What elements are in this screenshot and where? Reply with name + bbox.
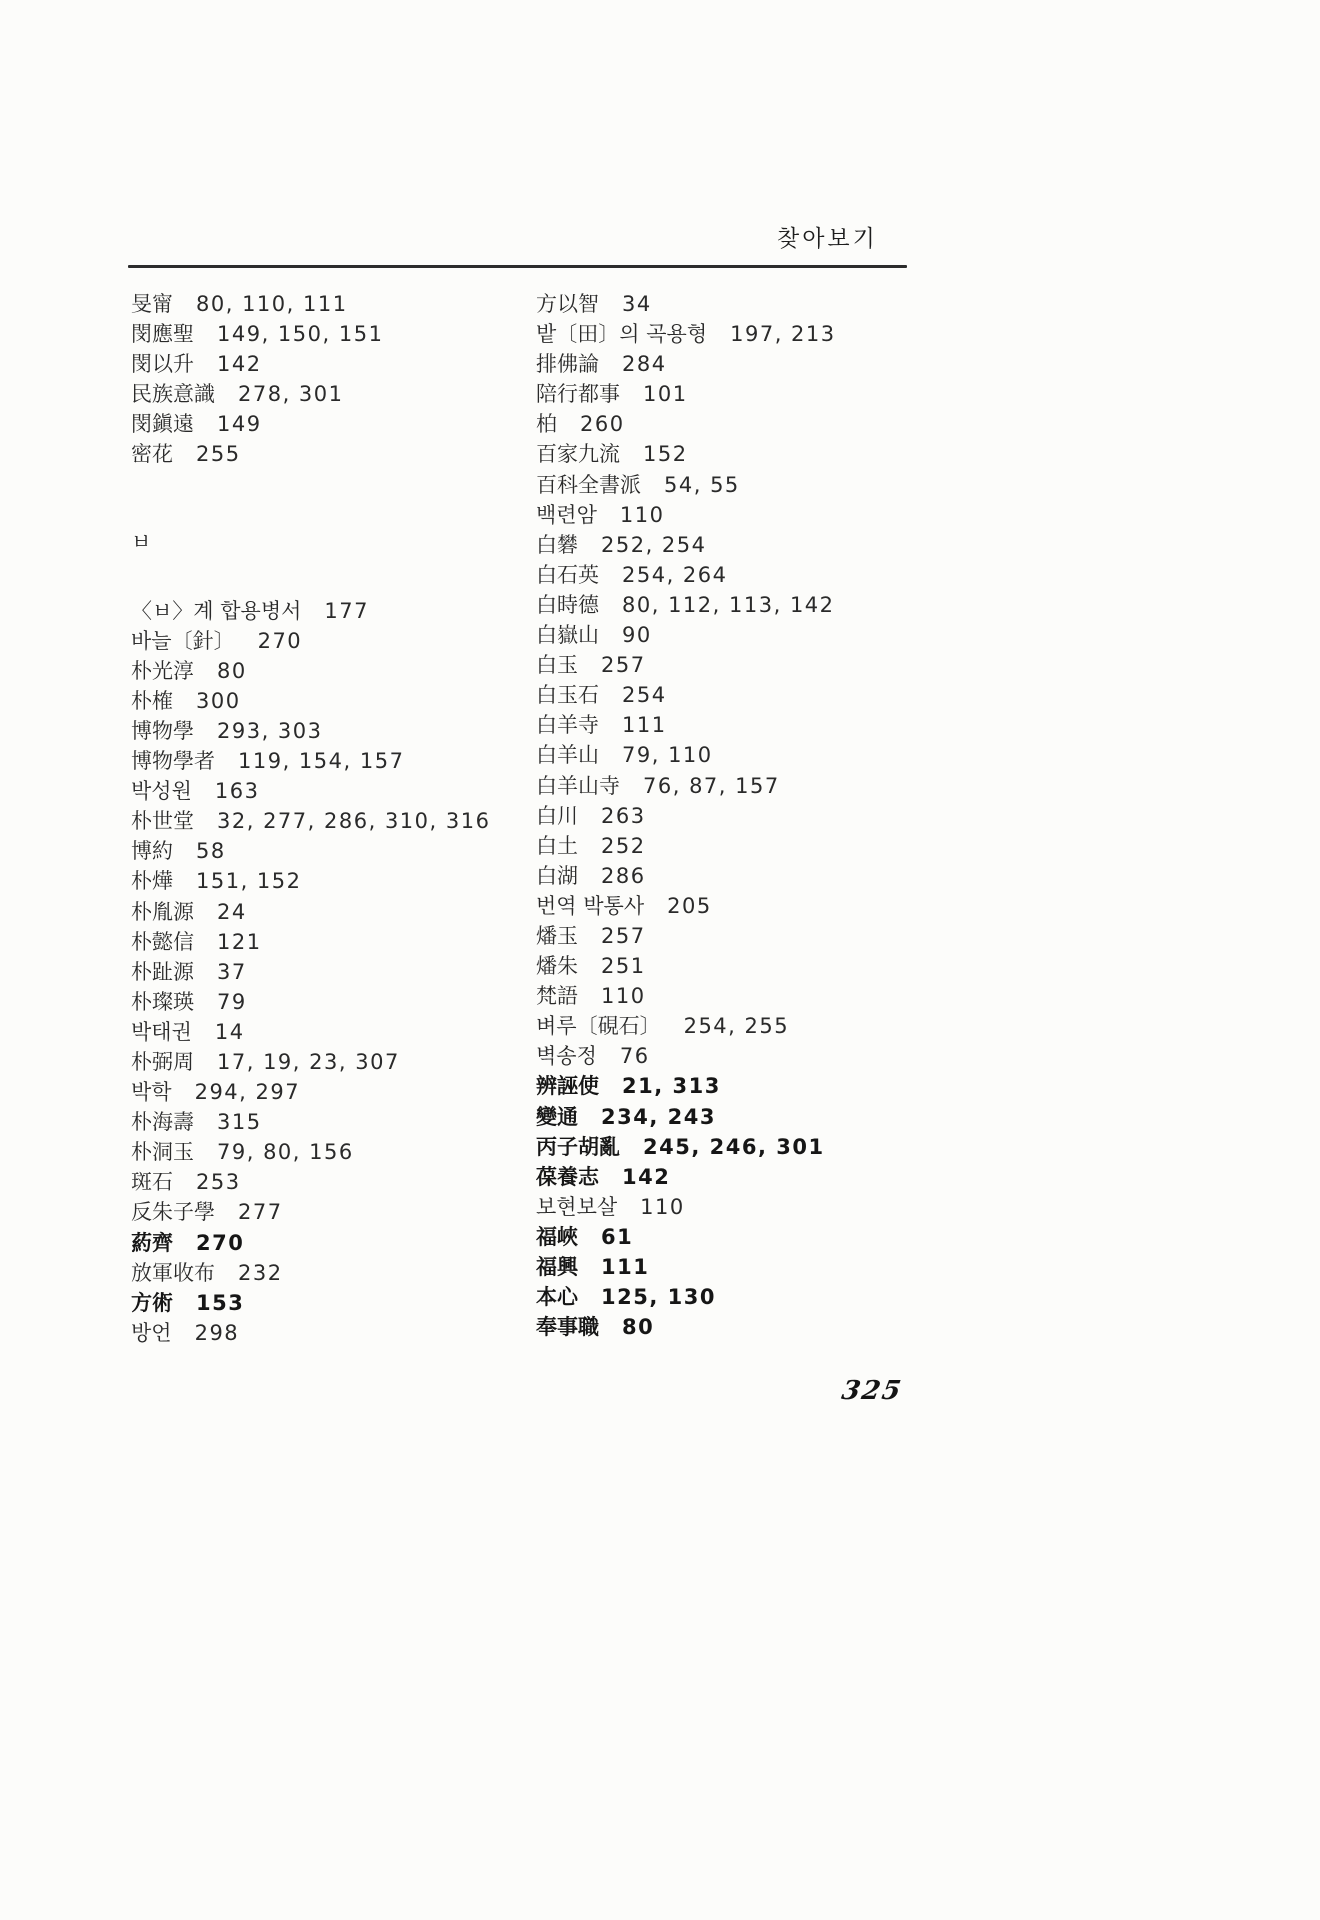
entry-page-numbers: 149 (217, 412, 262, 437)
index-entry (131, 409, 531, 439)
index-entry (536, 680, 936, 710)
entry-term: 朴海壽 (131, 1110, 194, 1135)
entry-page-numbers: 32, 277, 286, 310, 316 (217, 809, 491, 834)
index-entry (536, 1041, 936, 1071)
entry-term: 박학 (131, 1080, 172, 1105)
entry-page-numbers: 24 (217, 899, 247, 924)
entry-page-numbers: 254 (622, 683, 667, 708)
entry-term: 燔朱 (536, 954, 578, 979)
entry-term: 博物學者 (131, 749, 215, 774)
section-header-bieup: ㅂ (131, 529, 152, 554)
entry-page-numbers: 21, 313 (622, 1074, 721, 1099)
entry-term: 博物學 (131, 718, 194, 743)
entry-term: 朴弼周 (131, 1049, 194, 1074)
entry-page-numbers: 255 (196, 442, 241, 467)
entry-page-numbers: 252, 254 (601, 532, 707, 557)
entry-page-numbers: 37 (217, 959, 247, 984)
entry-term: 斑石 (131, 1170, 173, 1195)
entry-term: 朴趾源 (131, 959, 194, 984)
entry-term: 朴光淳 (131, 658, 194, 683)
entry-page-numbers: 300 (196, 688, 241, 713)
index-entry (131, 439, 531, 469)
index-entry (536, 530, 936, 560)
index-entry (131, 957, 531, 987)
entry-term: 變通 (536, 1104, 578, 1129)
entry-page-numbers: 17, 19, 23, 307 (217, 1049, 400, 1074)
index-entry (536, 319, 936, 349)
entry-page-numbers: 58 (196, 839, 226, 864)
entry-page-numbers: 315 (217, 1110, 262, 1135)
index-entry (536, 891, 936, 921)
entry-page-numbers: 234, 243 (601, 1104, 716, 1129)
entry-term: 辨誣使 (536, 1074, 599, 1099)
entry-term: 葆養志 (536, 1164, 599, 1189)
entry-term: 방언 (131, 1320, 172, 1345)
index-entry (536, 470, 936, 500)
entry-page-numbers: 80 (622, 1315, 655, 1340)
entry-term: 方以智 (536, 292, 599, 316)
entry-page-numbers: 152 (643, 442, 688, 467)
index-entry (131, 746, 531, 776)
entry-term: 燔玉 (536, 923, 578, 948)
entry-page-numbers: 293, 303 (217, 718, 323, 743)
entry-page-numbers: 79, 110 (622, 743, 713, 768)
entry-page-numbers: 254, 255 (683, 1014, 790, 1039)
index-entry (536, 289, 936, 319)
entry-page-numbers: 270 (257, 628, 303, 653)
entry-term: 白土 (536, 833, 578, 858)
entry-term: 方術 (131, 1290, 173, 1315)
entry-page-numbers: 298 (194, 1320, 240, 1345)
entry-page-numbers: 111 (622, 713, 667, 738)
index-entry (536, 981, 936, 1011)
index-entry (536, 1011, 936, 1041)
entry-term: 朴璨瑛 (131, 989, 194, 1014)
entry-term: 白湖 (536, 863, 578, 888)
entry-page-numbers: 80, 110, 111 (196, 292, 348, 316)
entry-term: 벽송정 (536, 1044, 597, 1069)
entry-page-numbers: 54, 55 (664, 472, 740, 497)
index-entry (131, 897, 531, 927)
index-entry (131, 987, 531, 1017)
entry-term: 本心 (536, 1285, 578, 1310)
entry-term: 白羊山寺 (536, 773, 620, 798)
index-entry (536, 951, 936, 981)
entry-page-numbers: 142 (622, 1164, 671, 1189)
index-column-left (131, 289, 531, 1348)
entry-term: 白礬 (536, 532, 578, 557)
entry-page-numbers: 79, 80, 156 (217, 1140, 354, 1165)
entry-term: 閔以升 (131, 352, 194, 377)
entry-term: 백련암 (536, 502, 597, 527)
entry-term: 閔鎭遠 (131, 412, 194, 437)
entry-term: 福興 (536, 1255, 578, 1279)
entry-page-numbers: 111 (601, 1255, 650, 1279)
index-entry (536, 379, 936, 409)
entry-page-numbers: 80 (217, 658, 247, 683)
entry-page-numbers: 76 (619, 1044, 650, 1069)
entry-page-numbers: 284 (622, 352, 667, 377)
entry-term: 福峽 (536, 1224, 578, 1249)
entry-term: 박성원 (131, 779, 192, 804)
entry-term: 丙子胡亂 (536, 1134, 620, 1159)
entry-term: 朴世堂 (131, 809, 194, 834)
index-entry (131, 1288, 531, 1318)
index-entry (536, 1282, 936, 1312)
entry-term: 葯齊 (131, 1230, 173, 1255)
entry-page-numbers: 125, 130 (601, 1285, 716, 1310)
entry-term: 白玉 (536, 653, 578, 678)
index-entry (536, 861, 936, 891)
entry-page-numbers: 253 (196, 1170, 241, 1195)
entry-page-numbers: 110 (640, 1194, 685, 1219)
index-entry (536, 921, 936, 951)
entry-term: 百科全書派 (536, 472, 641, 497)
entry-term: 柏 (536, 412, 557, 437)
entry-term: 旻甯 (131, 292, 173, 316)
index-entry (131, 776, 531, 806)
index-entry (536, 831, 936, 861)
entry-term: 白石英 (536, 562, 599, 587)
entry-term: 白嶽山 (536, 623, 599, 648)
entry-page-numbers: 142 (217, 352, 262, 377)
entry-page-numbers: 270 (196, 1230, 245, 1255)
entry-page-numbers: 294, 297 (194, 1080, 301, 1105)
entry-page-numbers: 119, 154, 157 (238, 749, 405, 774)
index-entry (131, 1077, 531, 1107)
index-entry (131, 1258, 531, 1288)
entry-page-numbers: 110 (619, 502, 665, 527)
entry-page-numbers: 286 (601, 863, 646, 888)
entry-page-numbers: 79 (217, 989, 247, 1014)
page-header-title: 찾아보기 (777, 226, 878, 252)
entry-term: 反朱子學 (131, 1200, 215, 1225)
index-entry (131, 1017, 531, 1047)
entry-term: 陪行都事 (536, 382, 620, 407)
entry-term: 〈ㅂ〉계 합용병서 (131, 598, 302, 623)
index-entry (131, 866, 531, 896)
entry-page-numbers: 205 (667, 893, 712, 918)
entry-term: 閔應聖 (131, 322, 194, 347)
entry-term: 朴胤源 (131, 899, 194, 924)
index-entries-top (131, 289, 531, 470)
entry-term: 밭〔田〕의 곡용형 (536, 322, 708, 347)
entry-term: 博約 (131, 839, 173, 864)
index-entry (131, 596, 531, 626)
entry-page-numbers: 163 (214, 779, 260, 804)
header-divider-rule (128, 265, 907, 268)
index-entry (536, 710, 936, 740)
entry-term: 朴燁 (131, 869, 173, 894)
entry-term: 벼루〔硯石〕 (536, 1014, 661, 1039)
entry-page-numbers: 101 (643, 382, 688, 407)
index-entry (536, 1222, 936, 1252)
index-entry (131, 1167, 531, 1197)
entry-page-numbers: 61 (601, 1224, 634, 1249)
entry-page-numbers: 14 (214, 1019, 245, 1044)
entry-page-numbers: 177 (324, 598, 369, 623)
entry-term: 白羊寺 (536, 713, 599, 738)
index-entry (131, 806, 531, 836)
entry-page-numbers: 149, 150, 151 (217, 322, 384, 347)
index-entry (131, 1137, 531, 1167)
index-entry (536, 650, 936, 680)
index-entry (536, 620, 936, 650)
index-entry (131, 1107, 531, 1137)
entry-page-numbers: 257 (601, 923, 646, 948)
entry-page-numbers: 278, 301 (238, 382, 344, 407)
index-entry (536, 409, 936, 439)
entry-page-numbers: 34 (622, 292, 652, 316)
entry-term: 密花 (131, 442, 173, 467)
entry-term: 번역 박통사 (536, 893, 645, 918)
entry-page-numbers: 263 (601, 803, 646, 828)
entry-term: 梵語 (536, 984, 578, 1009)
entry-term: 民族意識 (131, 382, 215, 407)
index-entry (131, 379, 531, 409)
entry-term: 奉事職 (536, 1315, 599, 1340)
entry-term: 朴懿信 (131, 929, 194, 954)
index-entry (536, 500, 936, 530)
index-column-right (536, 289, 936, 1342)
index-entry (131, 349, 531, 379)
index-entry (131, 1228, 531, 1258)
entry-term: 百家九流 (536, 442, 620, 467)
index-entry (536, 771, 936, 801)
entry-term: 白川 (536, 803, 578, 828)
entry-page-numbers: 232 (238, 1260, 283, 1285)
entry-page-numbers: 121 (217, 929, 262, 954)
index-entry (131, 716, 531, 746)
index-entry (536, 1192, 936, 1222)
index-entry (131, 626, 531, 656)
entry-page-numbers: 197, 213 (730, 322, 836, 347)
entry-page-numbers: 277 (238, 1200, 283, 1225)
index-entry (536, 1162, 936, 1192)
entry-term: 排佛論 (536, 352, 599, 377)
entry-term: 보현보살 (536, 1194, 618, 1219)
index-entry (131, 686, 531, 716)
index-entry (131, 289, 531, 319)
entry-page-numbers: 260 (580, 412, 625, 437)
entry-term: 바늘〔針〕 (131, 628, 235, 653)
index-entry (536, 1252, 936, 1282)
entry-term: 朴洞玉 (131, 1140, 194, 1165)
index-entry (536, 590, 936, 620)
page-number: 325 (839, 1376, 905, 1406)
index-entry (131, 656, 531, 686)
entry-page-numbers: 110 (601, 984, 646, 1009)
entry-page-numbers: 151, 152 (196, 869, 302, 894)
index-entry (536, 560, 936, 590)
entry-page-numbers: 153 (196, 1290, 245, 1315)
entry-page-numbers: 252 (601, 833, 646, 858)
entry-page-numbers: 90 (622, 623, 652, 648)
index-entry (536, 740, 936, 770)
index-entry (131, 1318, 531, 1348)
entry-page-numbers: 257 (601, 653, 646, 678)
index-entry (536, 439, 936, 469)
entry-page-numbers: 80, 112, 113, 142 (622, 592, 835, 617)
entry-term: 白玉石 (536, 683, 599, 708)
index-entries-right (536, 289, 936, 1342)
index-entry (536, 1071, 936, 1101)
index-entry (131, 319, 531, 349)
index-entry (131, 1197, 531, 1227)
index-entry (131, 927, 531, 957)
index-entry (536, 1132, 936, 1162)
entry-page-numbers: 245, 246, 301 (643, 1134, 825, 1159)
entry-term: 朴榷 (131, 688, 173, 713)
index-entry (536, 1102, 936, 1132)
entry-term: 박태권 (131, 1019, 192, 1044)
index-entry (131, 836, 531, 866)
index-entry (131, 1047, 531, 1077)
entry-term: 放軍收布 (131, 1260, 215, 1285)
entry-page-numbers: 76, 87, 157 (643, 773, 780, 798)
index-entry (536, 349, 936, 379)
entry-page-numbers: 251 (601, 954, 646, 979)
entry-term: 白羊山 (536, 743, 599, 768)
index-entry (536, 801, 936, 831)
entry-page-numbers: 254, 264 (622, 562, 728, 587)
index-entry (536, 1312, 936, 1342)
entry-term: 白時德 (536, 592, 599, 617)
index-entries-bottom (131, 596, 531, 1348)
